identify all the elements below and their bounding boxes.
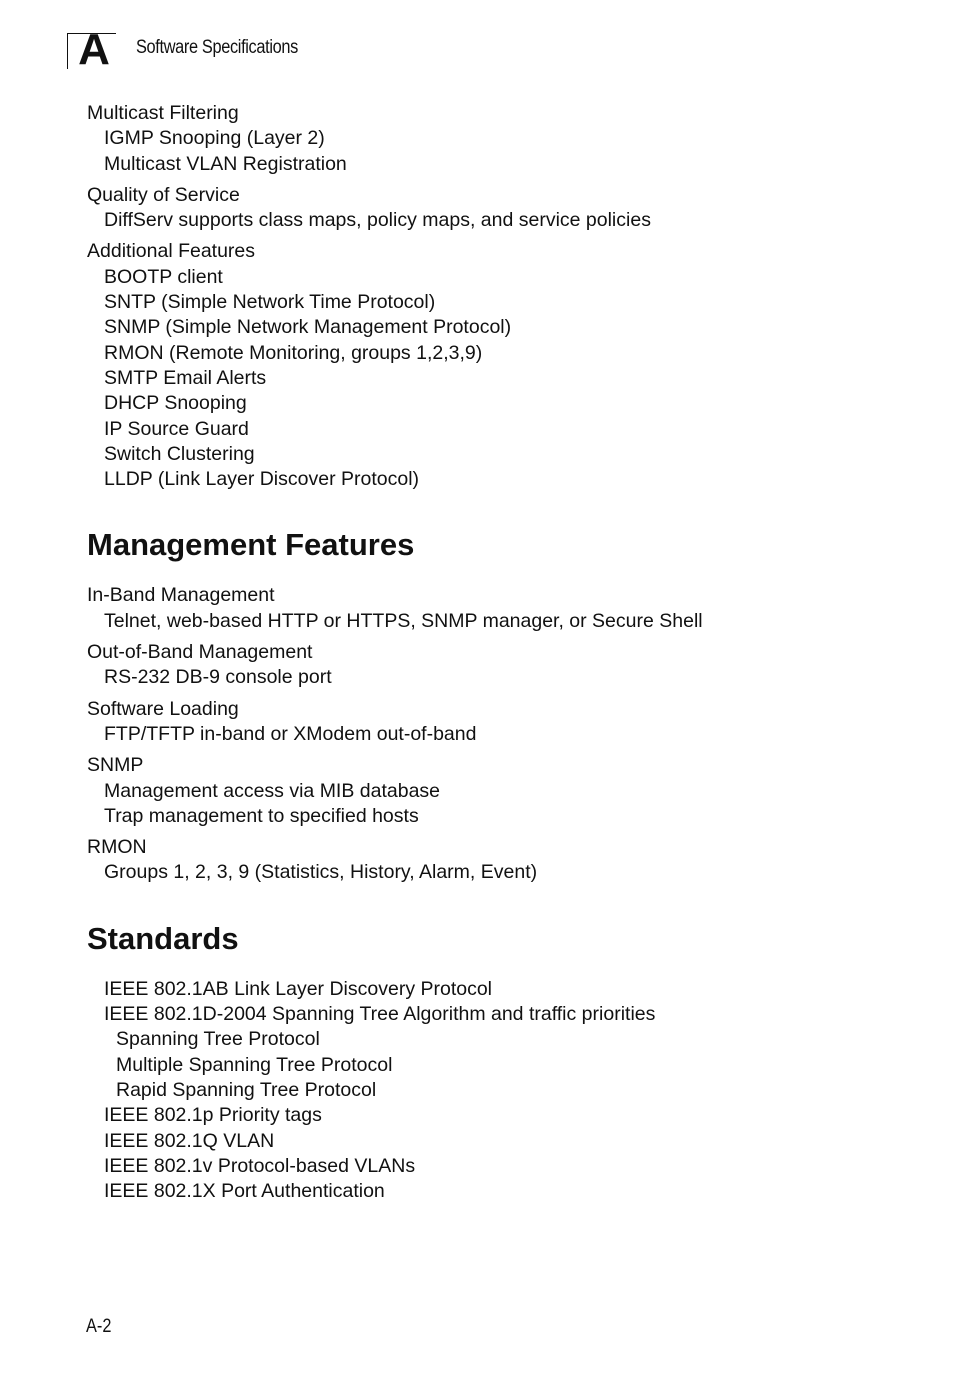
spec-item: FTP/TFTP in-band or XModem out-of-band: [104, 722, 477, 745]
standard-item: IEEE 802.1Q VLAN: [104, 1129, 275, 1152]
section-heading-standards: Standards: [87, 920, 239, 956]
spec-item: SMTP Email Alerts: [104, 366, 267, 389]
page-content: [87, 101, 907, 1210]
standard-item: IEEE 802.1p Priority tags: [104, 1104, 322, 1127]
spec-term: Multicast Filtering: [87, 102, 239, 124]
running-header-title: Software Specifications: [136, 37, 298, 58]
spec-item: Multicast VLAN Registration: [104, 152, 347, 175]
spec-item: DiffServ supports class maps, policy maps, and service policies: [104, 209, 651, 232]
spec-item: BOOTP client: [104, 265, 223, 288]
appendix-letter: A: [78, 25, 110, 74]
spec-item: IP Source Guard: [104, 417, 249, 440]
page-header: [67, 25, 467, 74]
spec-group-in-band-management: [87, 583, 907, 634]
standard-subitem: Multiple Spanning Tree Protocol: [116, 1053, 393, 1076]
spec-term: Quality of Service: [87, 183, 240, 206]
spec-item: Telnet, web-based HTTP or HTTPS, SNMP manager, or Secure Shell: [104, 609, 703, 632]
spec-term: Out-of-Band Management: [87, 641, 313, 664]
spec-group-additional-features: [87, 239, 907, 492]
spec-item: RMON (Remote Monitoring, groups 1,2,3,9): [104, 341, 483, 364]
spec-term: SNMP: [87, 754, 144, 777]
standard-subitem: Rapid Spanning Tree Protocol: [116, 1078, 377, 1101]
standard-item: IEEE 802.1v Protocol-based VLANs: [104, 1154, 416, 1177]
spec-item: Groups 1, 2, 3, 9 (Statistics, History, Alarm, Event): [104, 861, 538, 884]
standard-subitem: Spanning Tree Protocol: [116, 1028, 320, 1051]
spec-group-out-of-band-management: [87, 640, 907, 691]
spec-item: SNTP (Simple Network Time Protocol): [104, 291, 436, 314]
spec-term: Additional Features: [87, 240, 256, 263]
spec-term: Software Loading: [87, 697, 239, 720]
appendix-tab-icon: [67, 25, 116, 74]
spec-item: Switch Clustering: [104, 442, 255, 465]
spec-item: Management access via MIB database: [104, 779, 441, 802]
spec-group-software-loading: [87, 697, 907, 748]
spec-group-quality-of-service: [87, 183, 907, 234]
spec-term: In-Band Management: [87, 584, 275, 607]
standard-item: IEEE 802.1AB Link Layer Discovery Protocol: [104, 977, 493, 1000]
spec-item: LLDP (Link Layer Discover Protocol): [104, 468, 420, 491]
spec-item: IGMP Snooping (Layer 2): [104, 127, 325, 150]
spec-item: Trap management to specified hosts: [104, 804, 419, 827]
standard-item: IEEE 802.1X Port Authentication: [104, 1180, 385, 1203]
spec-group-multicast-filtering: [87, 101, 907, 177]
section-heading-management: Management Features: [87, 527, 415, 563]
spec-item: RS-232 DB-9 console port: [104, 666, 332, 689]
spec-item: SNMP (Simple Network Management Protocol): [104, 316, 512, 339]
standard-item: IEEE 802.1D-2004 Spanning Tree Algorithm and traffic priorities: [104, 1003, 656, 1026]
standards-list: [87, 977, 907, 1205]
spec-item: DHCP Snooping: [104, 392, 247, 415]
page-number: A-2: [86, 1316, 112, 1337]
spec-group-rmon: [87, 835, 907, 886]
spec-term: RMON: [87, 836, 147, 859]
spec-group-snmp: [87, 753, 907, 829]
